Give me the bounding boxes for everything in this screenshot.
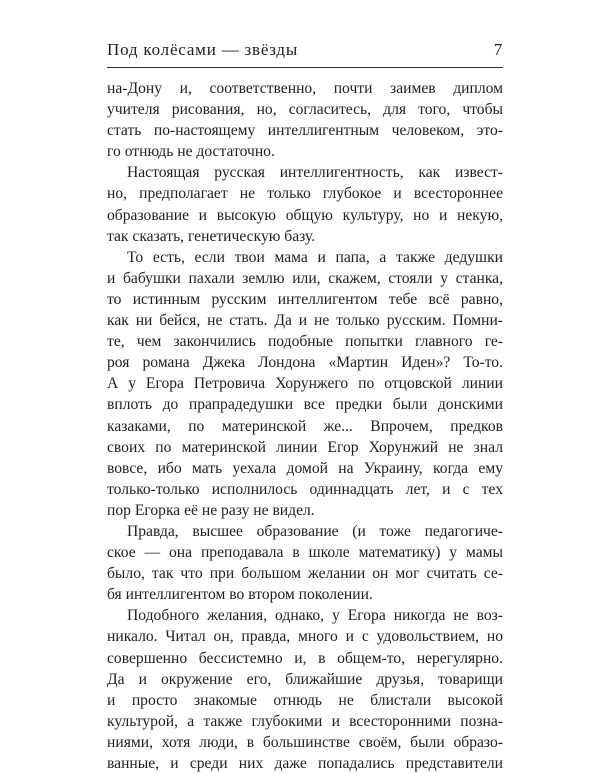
text-line: пор Егорка её не разу не видел. (107, 501, 315, 519)
text-line: ниями, хотя люди, в большинстве своём, были образо- (107, 733, 503, 751)
text-line: стать по-настоящему интеллигентным человеком, это- (107, 122, 503, 140)
text-line: Да и окружение его, ближайшие друзья, товарищи (107, 670, 503, 688)
text-line: То есть, если твои мама и папа, а также дедушки (127, 248, 503, 266)
header-rule (107, 67, 503, 68)
text-line: своих по материнской линии Егор Хорунжий не знал (107, 438, 503, 456)
body-text (107, 78, 503, 774)
text-line: то истинным русским интеллигентом тебе всё равно, (107, 290, 503, 308)
text-line: учителя рисования, но, согласитесь, для того, чтобы (107, 101, 503, 119)
text-line: роя романа Джека Лондона «Мартин Иден»? То-то. (107, 354, 503, 372)
text-line: казаками, по материнской же... Впрочем, предков (107, 417, 503, 435)
text-line: но, предполагает не только глубокое и всестороннее (107, 185, 503, 203)
text-line: го отнюдь не достаточно. (107, 143, 275, 161)
text-line: на-Дону и, соответственно, почти заимев диплом (107, 80, 503, 97)
text-line: те, чем закончились подобные попытки главного ге- (107, 333, 503, 351)
text-line: и просто знакомые отнюдь не блистали высокой (107, 691, 503, 709)
text-line: Правда, высшее образование (и тоже педагогиче- (127, 522, 503, 540)
page-number: 7 (493, 40, 503, 59)
text-line: как ни бейся, не стать. Да и не только русским. Помни- (107, 312, 503, 330)
text-line: Настоящая русская интеллигентность, как извест- (127, 164, 503, 182)
text-line: совершенно бессистемно и, в общем-то, нерегулярно. (107, 649, 503, 667)
running-title: Под колёсами — звёзды (107, 40, 299, 59)
text-line: ванные, и среди них даже попадались представители (107, 755, 503, 772)
text-line: так сказать, генетическую базу. (107, 227, 316, 245)
text-line: вовсе, ибо мать уехала домой на Украину, когда ему (107, 459, 503, 477)
text-line: и бабушки пахали землю или, скажем, стояли у станка, (107, 269, 503, 287)
text-line: Подобного желания, однако, у Егора никогда не воз- (127, 607, 503, 625)
text-line: А у Егора Петровича Хорунжего по отцовской линии (107, 375, 503, 393)
text-line: бя интеллигентом во втором поколении. (107, 586, 373, 604)
text-line: культурой, а также глубокими и всесторонними позна- (107, 712, 503, 730)
text-line: только-только исполнилось одиннадцать лет, и с тех (107, 480, 503, 498)
text-line: образование и высокую общую культуру, но и некую, (107, 206, 503, 224)
text-line: ское — она преподавала в школе математику) у мамы (107, 544, 503, 562)
text-line: было, так что при большом желании он мог считать се- (107, 565, 503, 583)
text-line: никало. Читал он, правда, много и с удовольствием, но (107, 628, 503, 646)
running-header (107, 40, 503, 60)
text-line: вплоть до прапрадедушки все предки были донскими (107, 396, 503, 414)
